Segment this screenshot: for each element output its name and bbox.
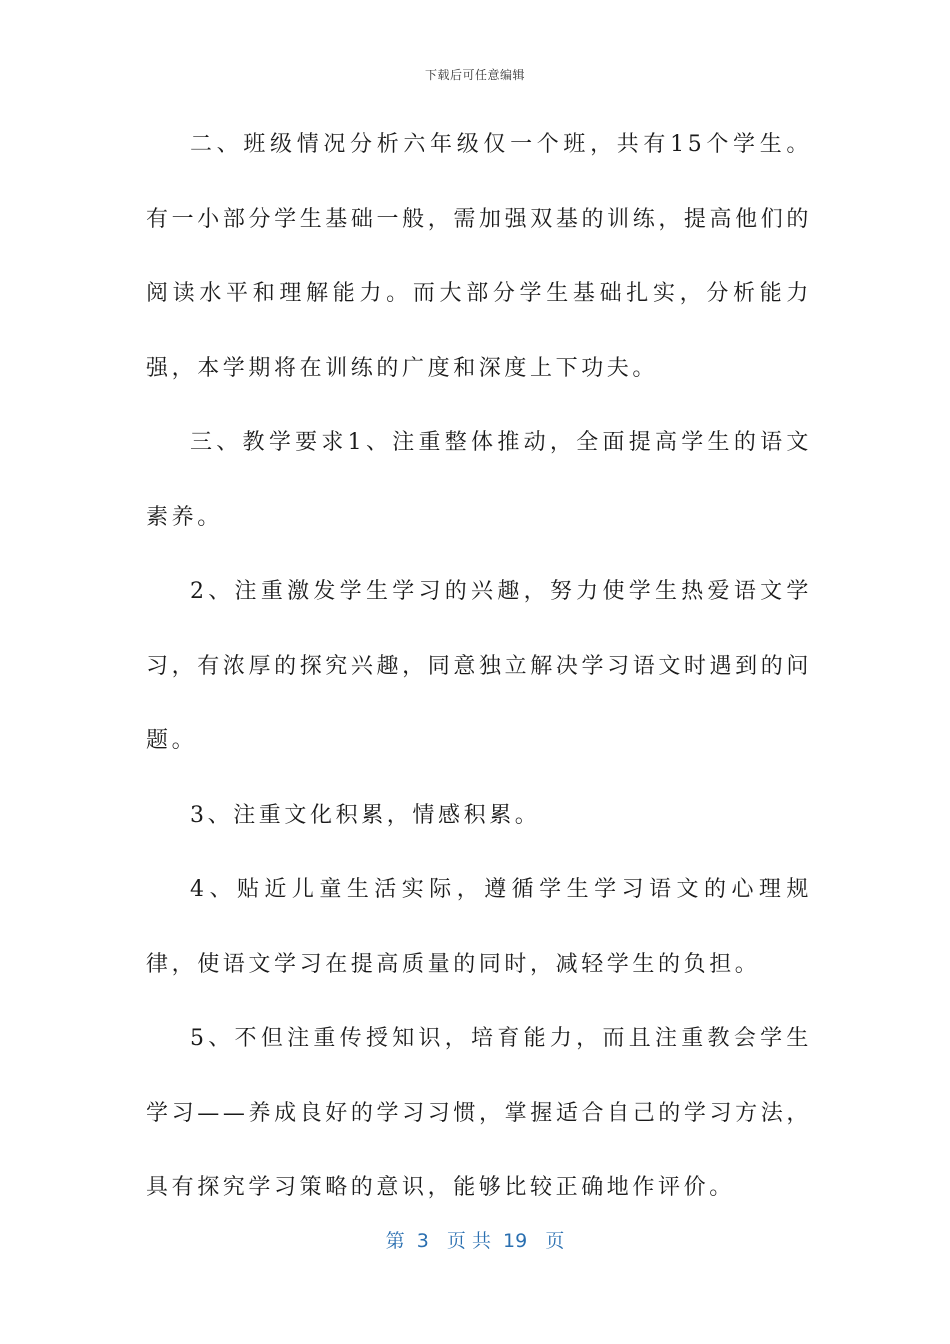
- paragraph-teaching-requirement-5: 5、不但注重传授知识，培育能力，而且注重教会学生学习——养成良好的学习习惯，掌握适合自己的学习方法，具有探究学习策略的意识，能够比较正确地作评价。: [146, 1026, 812, 1200]
- page-number-footer: 第 3 页 共 19 页: [385, 1230, 565, 1252]
- paragraph-teaching-requirement-1: 三、教学要求1、注重整体推动，全面提高学生的语文素养。: [146, 430, 812, 530]
- page-header: 下载后可任意编辑: [424, 68, 525, 82]
- paragraph-teaching-requirement-3: 3、注重文化积累，情感积累。: [190, 802, 541, 828]
- paragraph-teaching-requirement-4: 4、贴近儿童生活实际，遵循学生学习语文的心理规律，使语文学习在提高质量的同时，减轻学生的负担。: [146, 877, 812, 977]
- paragraph-class-analysis: 二、班级情况分析六年级仅一个班，共有15个学生。有一小部分学生基础一般，需加强双基的训练，提高他们的阅读水平和理解能力。而大部分学生基础扎实，分析能力强，本学期将在训练的广度和深度上下功夫。: [146, 132, 812, 381]
- paragraph-teaching-requirement-2: 2、注重激发学生学习的兴趣，努力使学生热爱语文学习，有浓厚的探究兴趣，同意独立解决学习语文时遇到的问题。: [146, 579, 812, 753]
- document-body: [146, 108, 812, 1226]
